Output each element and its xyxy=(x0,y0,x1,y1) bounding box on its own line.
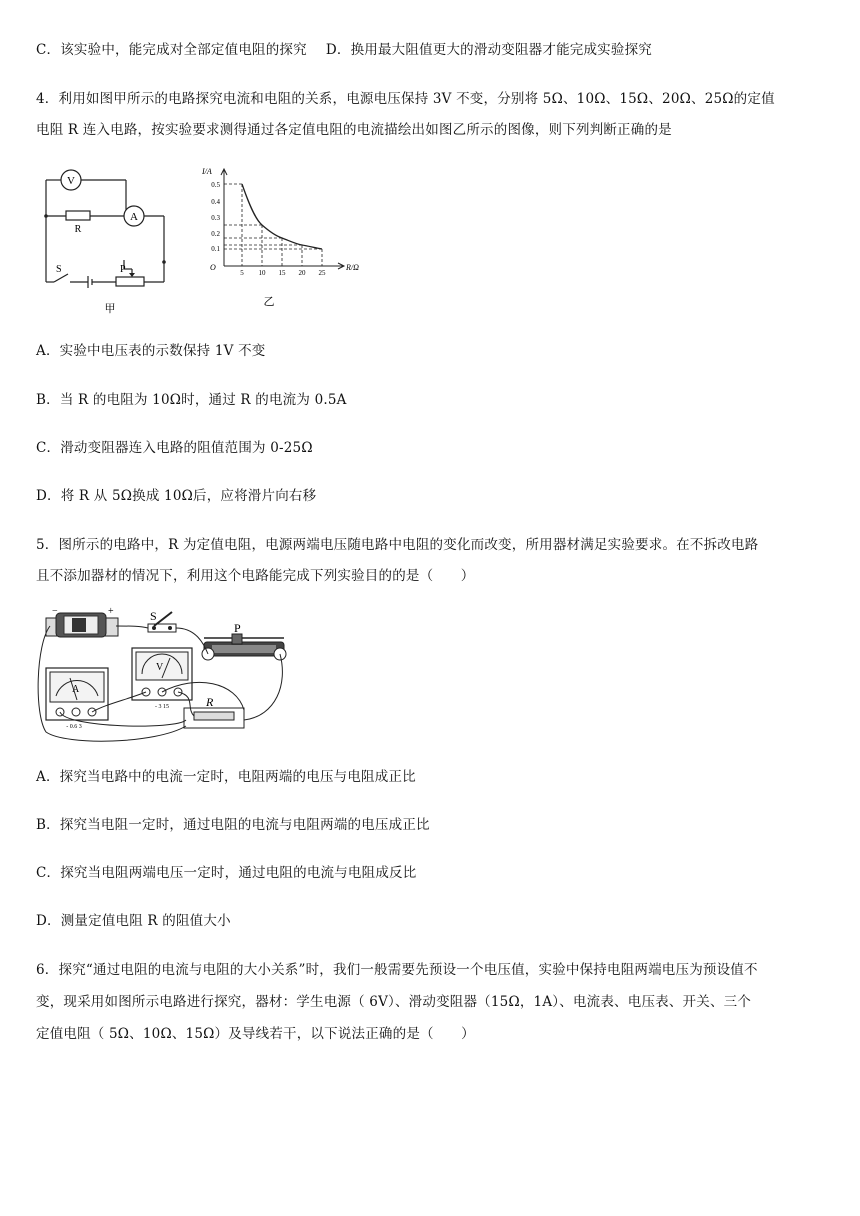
slider-label: P xyxy=(234,621,241,635)
voltmeter-scale-label: - 3 15 xyxy=(155,704,169,710)
q4-option-c: C．滑动变阻器连入电路的阻值范围为 0-25Ω xyxy=(36,440,313,456)
origin-label: O xyxy=(210,263,216,272)
q4-option-d: D．将 R 从 5Ω换成 10Ω后，应将滑片向右移 xyxy=(36,488,317,504)
q6-stem-line2: 变，现采用如图所示电路进行探究，器材：学生电源（ 6V）、滑动变阻器（15Ω，1A）、电流表、电压表、开关、三个 xyxy=(36,994,752,1010)
y-tick: 0.1 xyxy=(211,245,220,253)
battery-plus-label: + xyxy=(108,606,114,617)
y-axis-label: I/A xyxy=(202,167,212,176)
q5-option-a: A．探究当电路中的电流一定时，电阻两端的电压与电阻成正比 xyxy=(36,769,416,785)
figure-caption-jia: 甲 xyxy=(104,302,116,315)
q4-circuit-diagram-jia xyxy=(38,162,178,318)
q4-stem-line2: 电阻 R 连入电路，按实验要求测得通过各定值电阻的电流描绘出如图乙所示的图像，则下列判断正确的是 xyxy=(36,122,672,138)
q5-option-b: B．探究当电阻一定时，通过电阻的电流与电阻两端的电压成正比 xyxy=(36,817,430,833)
q3-option-d: D．换用最大阻值更大的滑动变阻器才能完成实验探究 xyxy=(325,42,652,58)
ammeter-label: A xyxy=(130,211,138,223)
battery-minus-label: − xyxy=(52,606,58,617)
q6-stem-line1: 6．探究“通过电阻的电流与电阻的大小关系”时，我们一般需要先预设一个电压值，实验中保持电阻两端电压为预设值不 xyxy=(36,962,758,978)
ammeter-scale-label: - 0.6 3 xyxy=(66,724,82,730)
q4-option-b: B．当 R 的电阻为 10Ω时，通过 R 的电流为 0.5A xyxy=(36,392,347,408)
x-tick: 20 xyxy=(298,269,306,277)
figure-caption-yi: 乙 xyxy=(263,295,275,308)
voltmeter-label: V xyxy=(67,175,75,187)
q5-apparatus-figure xyxy=(36,604,296,746)
y-tick: 0.4 xyxy=(211,198,220,206)
q5-option-d: D．测量定值电阻 R 的阻值大小 xyxy=(36,913,231,929)
slider-label: P xyxy=(120,264,126,275)
x-tick: 25 xyxy=(318,269,326,277)
q4-option-a: A．实验中电压表的示数保持 1V 不变 xyxy=(36,343,266,359)
x-axis-label: R/Ω xyxy=(346,263,359,272)
switch-label: S xyxy=(56,264,62,275)
switch-label: S xyxy=(150,609,157,623)
q5-option-c: C．探究当电阻两端电压一定时，通过电阻的电流与电阻成反比 xyxy=(36,865,417,881)
y-tick: 0.2 xyxy=(211,230,220,238)
y-tick: 0.3 xyxy=(211,214,220,222)
q3-option-c: C．该实验中，能完成对全部定值电阻的探究 xyxy=(36,42,307,58)
resistor-label: R xyxy=(206,695,214,709)
q4-stem-line1: 4．利用如图甲所示的电路探究电流和电阻的关系，电源电压保持 3V 不变，分别将 5Ω、10Ω、15Ω、20Ω、25Ω的定值 xyxy=(36,91,775,107)
x-tick: 15 xyxy=(278,269,286,277)
ammeter-label: A xyxy=(72,684,80,695)
q5-stem-line1: 5．图所示的电路中，R 为定值电阻，电源两端电压随电路中电阻的变化而改变，所用器材满足实验要求。在不拆改电路 xyxy=(36,537,759,553)
x-tick: 5 xyxy=(240,269,244,277)
q4-graph-yi xyxy=(198,162,368,312)
q5-stem-line2: 且不添加器材的情况下，利用这个电路能完成下列实验目的的是（ ） xyxy=(36,568,475,584)
voltmeter-label: V xyxy=(156,662,164,673)
q3-option-c-d-line xyxy=(36,38,652,58)
resistor-label: R xyxy=(74,224,82,235)
q6-stem-line3: 定值电阻（ 5Ω、10Ω、15Ω）及导线若干，以下说法正确的是（ ） xyxy=(36,1026,475,1042)
y-tick: 0.5 xyxy=(211,181,220,189)
x-tick: 10 xyxy=(258,269,266,277)
